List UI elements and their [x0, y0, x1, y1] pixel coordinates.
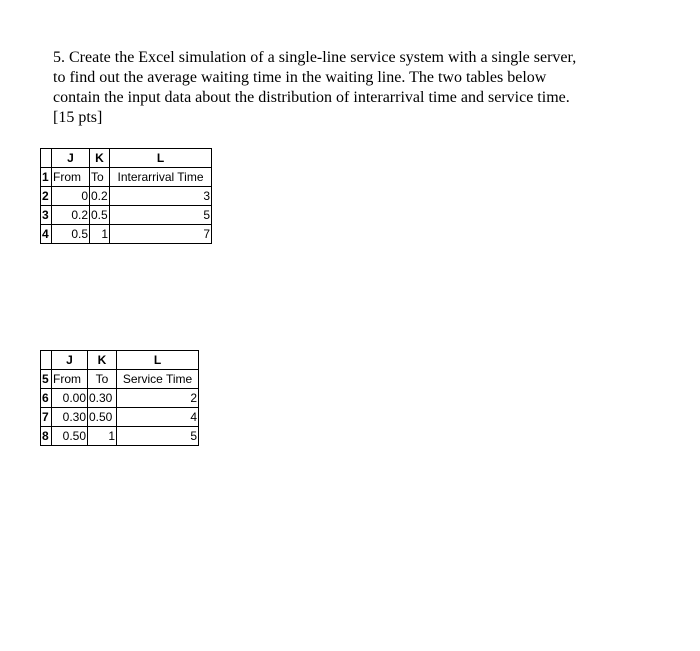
column-header: L: [117, 351, 199, 370]
column-header: J: [52, 351, 88, 370]
column-header: K: [88, 351, 117, 370]
column-header: J: [52, 149, 90, 168]
table-row: [41, 408, 199, 427]
table-cell: 7: [110, 225, 212, 244]
table-row: [41, 168, 212, 187]
table-cell: 1: [90, 225, 110, 244]
table-cell: 0: [52, 187, 90, 206]
table-row: [41, 370, 199, 389]
table-cell: 0.00: [52, 389, 88, 408]
table-row: [41, 187, 212, 206]
column-header-row: [41, 149, 212, 168]
row-number: 6: [41, 389, 52, 408]
table-cell: Interarrival Time: [110, 168, 212, 187]
table-cell: 5: [110, 206, 212, 225]
question-line: [15 pts]: [53, 109, 103, 126]
table-cell: 0.2: [52, 206, 90, 225]
table-cell: To: [90, 168, 110, 187]
row-number: 2: [41, 187, 52, 206]
row-number: 7: [41, 408, 52, 427]
table-cell: To: [88, 370, 117, 389]
question-line: to find out the average waiting time in the waiting line. The two tables below: [53, 69, 547, 86]
column-header-row: [41, 351, 199, 370]
row-number: 3: [41, 206, 52, 225]
table-row: [41, 389, 199, 408]
table-cell: 0.50: [88, 408, 117, 427]
table-cell: 0.5: [52, 225, 90, 244]
table-cell: 0.30: [88, 389, 117, 408]
table-cell: 1: [88, 427, 117, 446]
table-row: [41, 206, 212, 225]
question-text: [53, 48, 653, 128]
service-time-table: [40, 350, 199, 446]
table-cell: Service Time: [117, 370, 199, 389]
interarrival-time-table: [40, 148, 212, 244]
table-cell: 3: [110, 187, 212, 206]
corner-cell: [41, 149, 52, 168]
column-header: K: [90, 149, 110, 168]
question-line: contain the input data about the distribution of interarrival time and service time.: [53, 89, 570, 106]
table-cell: 0.50: [52, 427, 88, 446]
table-cell: 0.5: [90, 206, 110, 225]
table-cell: 0.30: [52, 408, 88, 427]
table-row: [41, 225, 212, 244]
table-row: [41, 427, 199, 446]
row-number: 1: [41, 168, 52, 187]
corner-cell: [41, 351, 52, 370]
table-cell: 2: [117, 389, 199, 408]
table-cell: 5: [117, 427, 199, 446]
table-cell: 0.2: [90, 187, 110, 206]
question-line: 5. Create the Excel simulation of a single-line service system with a single server,: [53, 49, 577, 66]
row-number: 4: [41, 225, 52, 244]
row-number: 5: [41, 370, 52, 389]
row-number: 8: [41, 427, 52, 446]
table-cell: From: [52, 370, 88, 389]
table-cell: From: [52, 168, 90, 187]
column-header: L: [110, 149, 212, 168]
table-cell: 4: [117, 408, 199, 427]
